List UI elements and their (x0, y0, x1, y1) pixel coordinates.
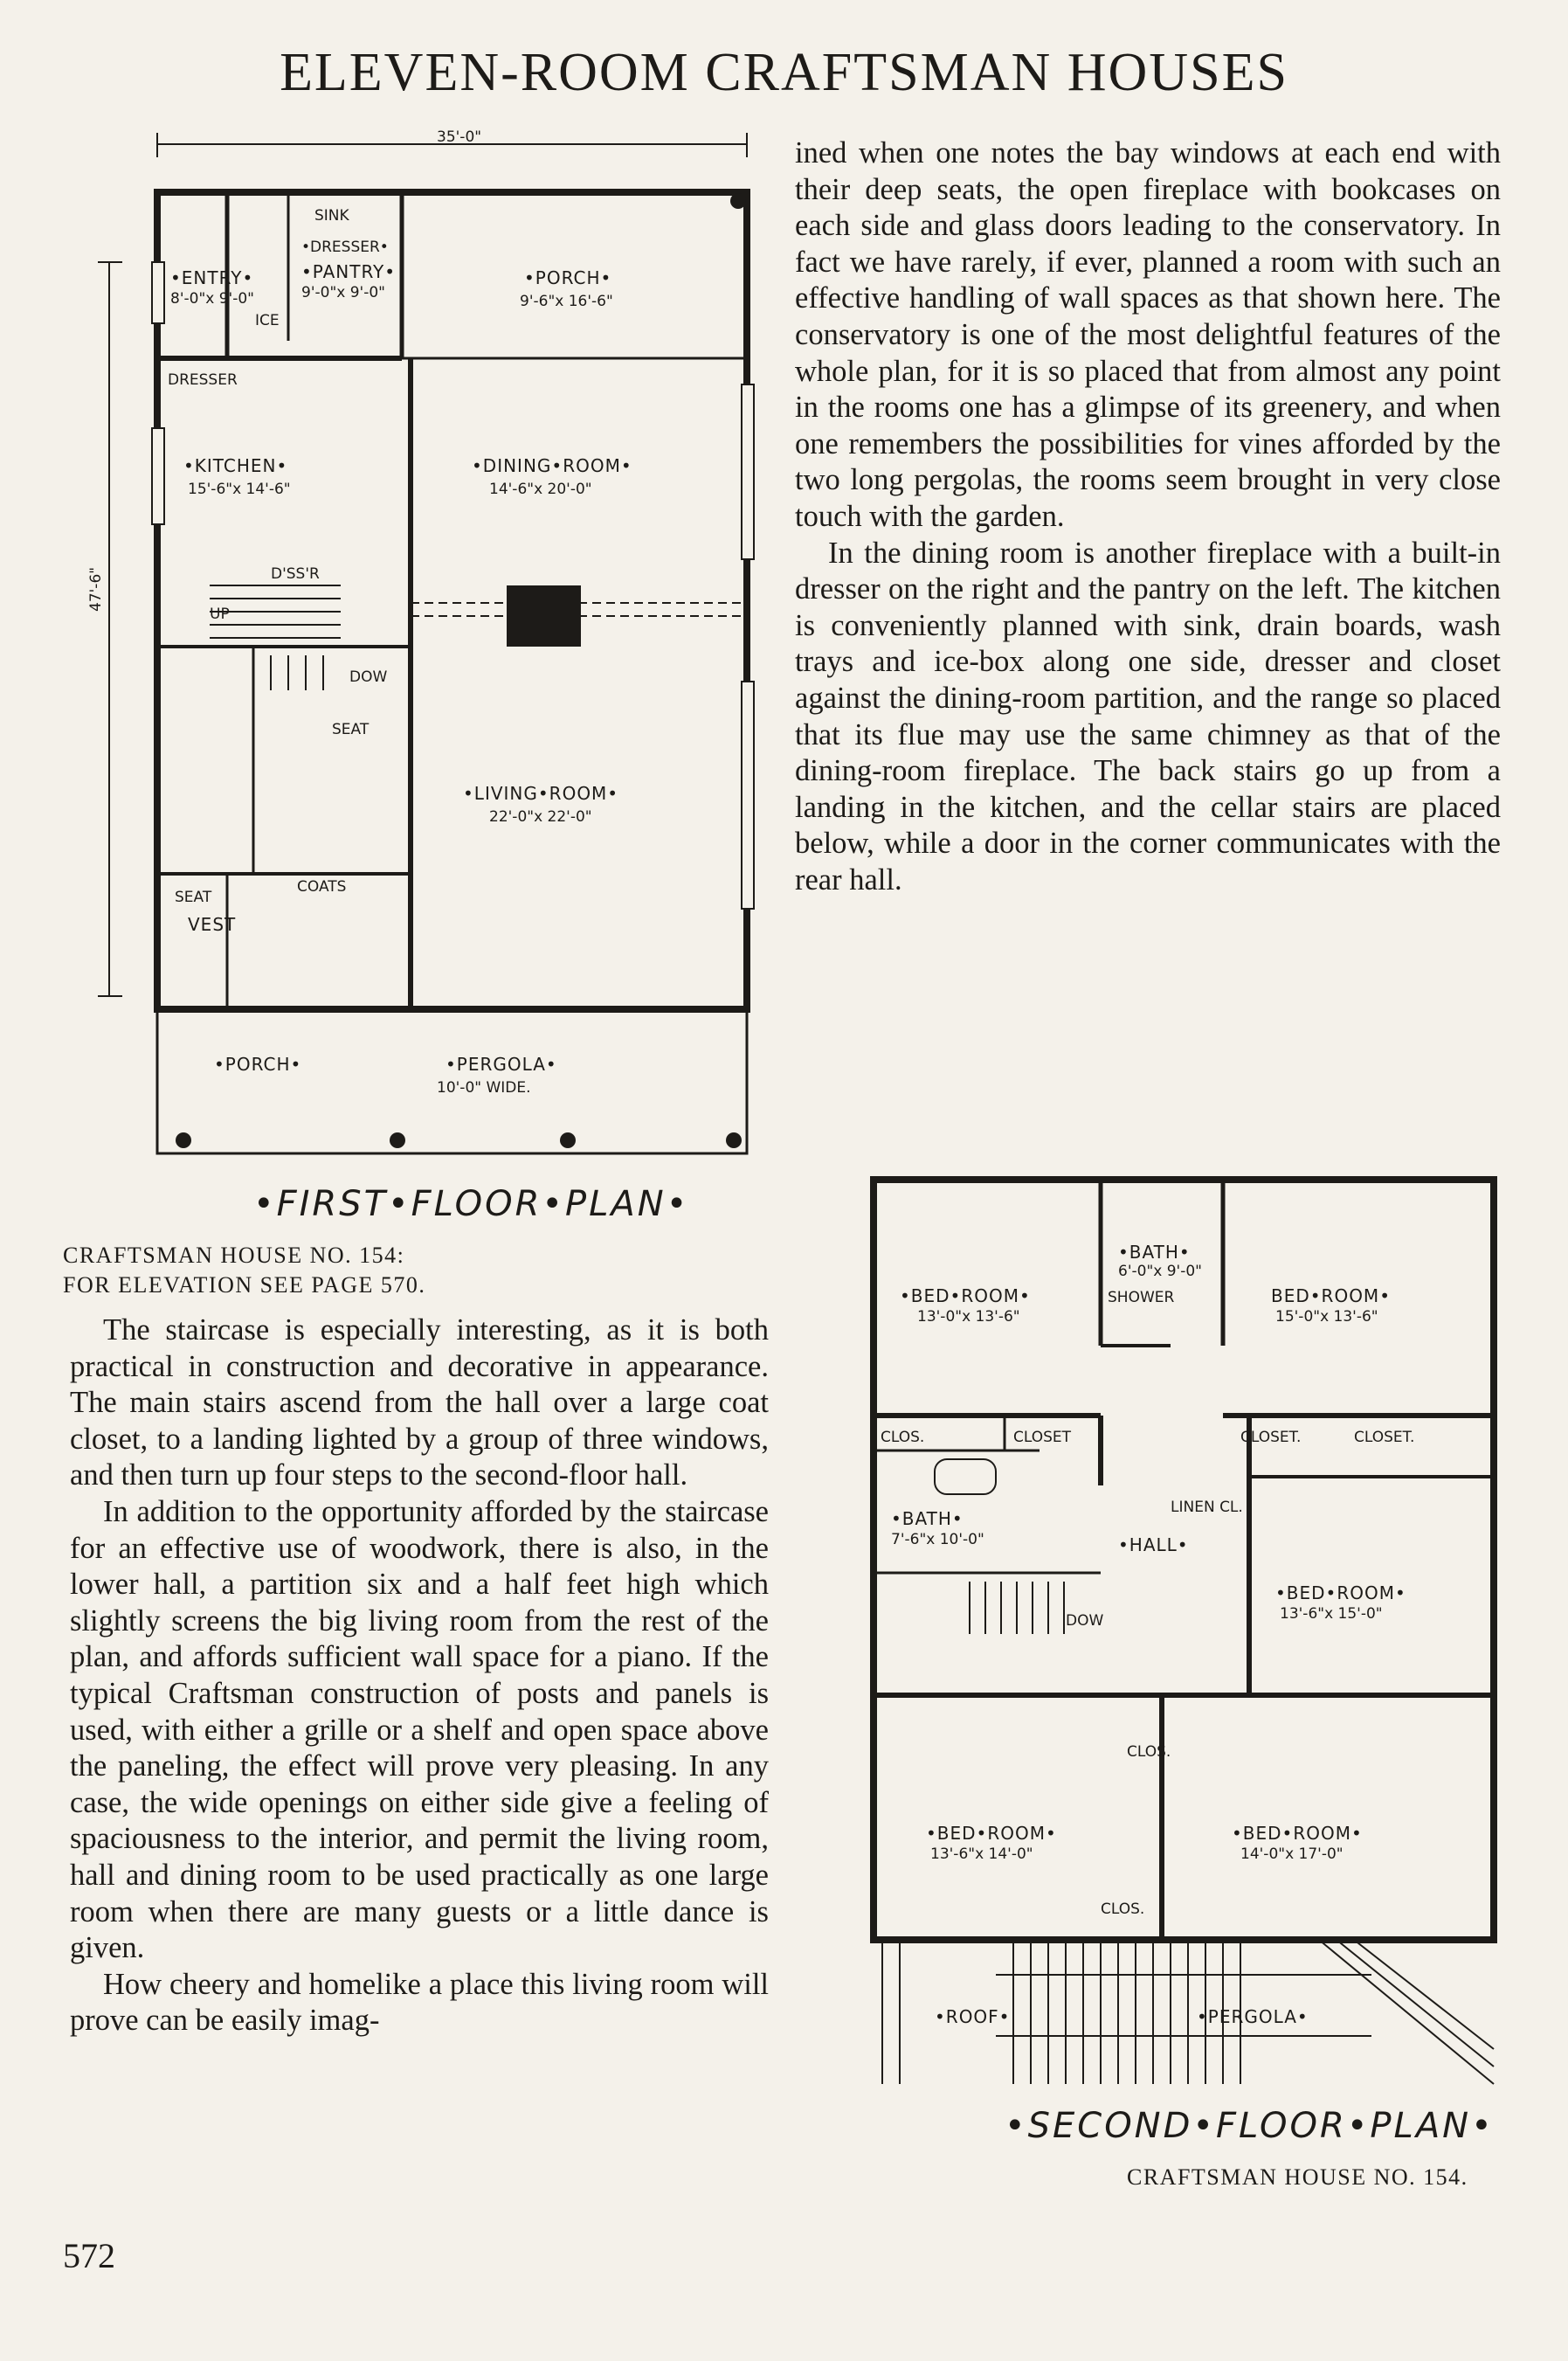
sf-bed2-size: 15'-0"x 13'-6" (1275, 1308, 1378, 1326)
sf-pergola: •PERGOLA• (1197, 2006, 1309, 2027)
first-floor-caption-2: FOR ELEVATION SEE PAGE 570. (63, 1272, 426, 1298)
ff-dresser2: DRESSER (168, 371, 238, 389)
ff-porch-front: •PORCH• (214, 1054, 302, 1075)
ff-pergola: •PERGOLA• (446, 1054, 557, 1075)
ff-dresser: •DRESSER• (301, 239, 389, 256)
sf-closet3: CLOSET. (1354, 1429, 1415, 1446)
sf-bed4-size: 13'-6"x 14'-0" (930, 1845, 1033, 1863)
sf-bath2: •BATH• (891, 1508, 964, 1529)
ff-pergola-width: 10'-0" WIDE. (437, 1079, 531, 1097)
ff-overall-depth: 47'-6" (87, 566, 105, 612)
sf-bed4: •BED•ROOM• (926, 1823, 1057, 1844)
ff-porch-rear: •PORCH• (524, 267, 612, 288)
ff-pantry-size: 9'-0"x 9'-0" (301, 284, 385, 301)
ff-pantry: •PANTRY• (301, 261, 397, 282)
ff-vest: VEST (188, 914, 237, 935)
sf-bed5-size: 14'-0"x 17'-0" (1240, 1845, 1344, 1863)
ff-entry: •ENTRY• (170, 267, 254, 288)
sf-roof: •ROOF• (935, 2006, 1011, 2027)
left-paragraph-2: In addition to the opportunity afforded by the staircase for an effective use of woodwork, there is also, in the lower hall, a partition six and a half feet high which slightly screens the big living room from the rest of the plan, and affords sufficient wall space for a piano. If the typical Craftsman construction of posts and panels is used, with either a grille or a shelf and open space above the paneling, the effect will prove very pleasing. In any case, the wide openings on either side give a feeling of spaciousness to the interior, and permit the living room, hall and dining room to be used practically as one large room when there are many guests or a little dance is given. (70, 1494, 769, 1965)
ff-seat2: SEAT (175, 889, 212, 906)
page-title: ELEVEN-ROOM CRAFTSMAN HOUSES (280, 43, 1288, 102)
second-floor-plan-title: •SECOND•FLOOR•PLAN• (1005, 2106, 1495, 2146)
ff-dining-size: 14'-6"x 20'-0" (489, 481, 592, 498)
sf-bed3: •BED•ROOM• (1275, 1582, 1406, 1603)
ff-up: UP (210, 606, 230, 623)
sf-closet1: CLOSET (1013, 1429, 1072, 1446)
right-paragraph-2: In the dining room is another fireplace with a built-in dresser on the right and the pantry on the left. The kitchen is conveniently planned with sink, drain boards, wash trays and ice-box along one side, dresser and closet against the dining-room partition, and the range so placed that its flue may use the same chimney as that of the dining-room fireplace. The back stairs go up from a landing in the kitchen, and the cellar stairs are placed below, while a door in the corner communicates with the rear hall. (795, 536, 1501, 897)
ff-kitchen-size: 15'-6"x 14'-6" (188, 481, 291, 498)
ff-dresser3: D'SS'R (271, 565, 320, 583)
sf-closet2: CLOSET. (1240, 1429, 1302, 1446)
ff-overall-width: 35'-0" (437, 128, 482, 146)
ff-porch-rear-size: 9'-6"x 16'-6" (520, 293, 613, 310)
ff-seat: SEAT (332, 721, 370, 738)
sf-bed1: •BED•ROOM• (900, 1285, 1031, 1306)
sf-bed3-size: 13'-6"x 15'-0" (1280, 1605, 1383, 1623)
sf-linen: LINEN CL. (1171, 1499, 1243, 1516)
sf-bath1-size: 6'-0"x 9'-0" (1118, 1263, 1202, 1280)
sf-bed5: •BED•ROOM• (1232, 1823, 1363, 1844)
page-number: 572 (63, 2236, 115, 2275)
left-paragraph-1: The staircase is especially interesting, as it is both practical in construction and decorative in appearance. The main stairs ascend from the hall over a large coat closet, to a landing lighted by a group of three windows, and then turn up four steps to the second-floor hall. (70, 1313, 769, 1492)
ff-living-size: 22'-0"x 22'-0" (489, 808, 592, 826)
left-column-text (70, 1312, 769, 2039)
sf-bed2: BED•ROOM• (1271, 1285, 1391, 1306)
sf-clos1: CLOS. (881, 1429, 925, 1446)
ff-dow: DOW (349, 668, 388, 686)
sf-hall: •HALL• (1118, 1534, 1189, 1555)
ff-dining: •DINING•ROOM• (472, 455, 632, 476)
right-column-text (795, 135, 1501, 898)
ff-ice: ICE (255, 312, 280, 329)
sf-bath2-size: 7'-6"x 10'-0" (891, 1531, 984, 1548)
second-floor-caption: CRAFTSMAN HOUSE NO. 154. (1127, 2164, 1468, 2190)
first-floor-caption-1: CRAFTSMAN HOUSE NO. 154: (63, 1243, 405, 1268)
sf-clos2: CLOS. (1127, 1743, 1171, 1761)
sf-dow: DOW (1066, 1612, 1104, 1630)
ff-coats: COATS (297, 878, 347, 896)
right-paragraph-1: ined when one notes the bay windows at each end with their deep seats, the open fireplace with bookcases on each side and glass doors leading to the conservatory. In fact we have rarely, if ever, planned a room with such an effective handling of wall spaces as that shown here. The conservatory is one of the most delightful features of the whole plan, for it is so placed that from almost any point in the rooms one has a glimpse of its greenery, and when one remembers the possibilities for vines afforded by the two long pergolas, the rooms seem brought in very close touch with the garden. (795, 136, 1501, 533)
first-floor-plan-title: •FIRST•FLOOR•PLAN• (253, 1184, 690, 1224)
first-floor-plan (52, 122, 769, 1171)
ff-entry-size: 8'-0"x 9'-0" (170, 290, 254, 308)
sf-clos3: CLOS. (1101, 1901, 1145, 1918)
ff-sink: SINK (314, 207, 349, 225)
sf-shower: SHOWER (1108, 1289, 1175, 1306)
sf-bath1: •BATH• (1118, 1242, 1191, 1263)
ff-living: •LIVING•ROOM• (463, 783, 619, 804)
sf-bed1-size: 13'-0"x 13'-6" (917, 1308, 1020, 1326)
second-floor-plan (830, 1162, 1511, 2088)
left-paragraph-3: How cheery and homelike a place this living room will prove can be easily imag- (70, 1967, 769, 2038)
ff-kitchen: •KITCHEN• (183, 455, 288, 476)
